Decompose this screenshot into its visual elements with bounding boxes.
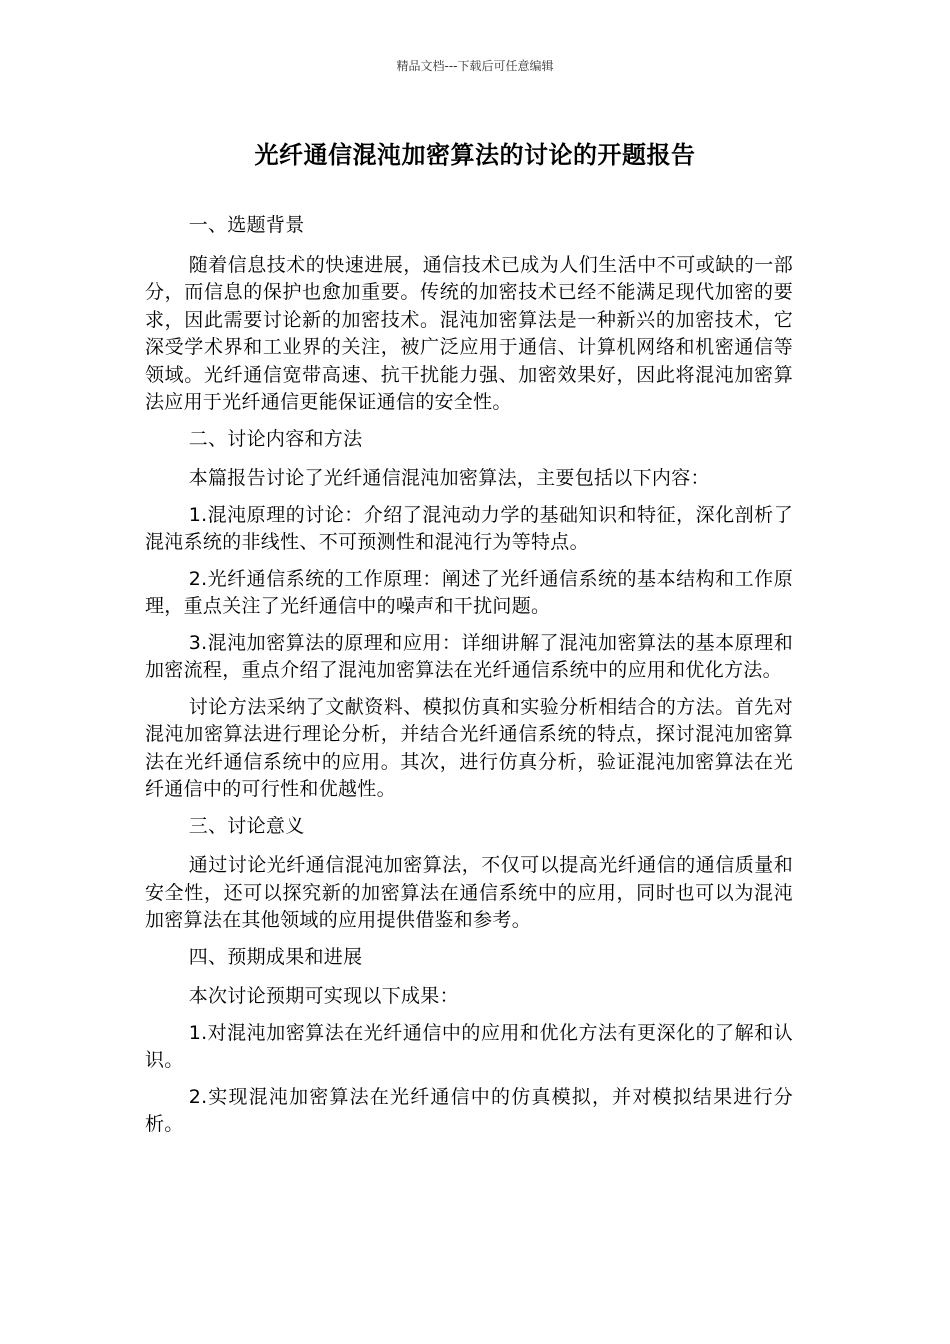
list-item-chaos-algorithm: 3.混沌加密算法的原理和应用：详细讲解了混沌加密算法的基本原理和加密流程，重点介绍了混沌加密算法在光纤通信系统中的应用和优化方法。 bbox=[145, 631, 793, 681]
paragraph-content-intro: 本篇报告讨论了光纤通信混沌加密算法，主要包括以下内容： bbox=[188, 467, 710, 489]
header-note: 精品文档---下载后可任意编辑 bbox=[396, 59, 554, 73]
document-title: 光纤通信混沌加密算法的讨论的开题报告 bbox=[254, 141, 696, 169]
list-item-result-simulation: 2.实现混沌加密算法在光纤通信中的仿真模拟，并对模拟结果进行分析。 bbox=[145, 1085, 793, 1135]
paragraph-results-intro: 本次讨论预期可实现以下成果： bbox=[188, 985, 459, 1007]
document-body bbox=[145, 212, 793, 1148]
paragraph-background: 随着信息技术的快速进展，通信技术已成为人们生活中不可或缺的一部分，而信息的保护也愈加重要。传统的加密技术已经不能满足现代加密的要求，因此需要讨论新的加密技术。混沌加密算法是一种新兴的加密技术，它深受学术界和工业界的关注，被广泛应用于通信、计算机网络和机密通信等领域。光纤通信宽带高速、抗干扰能力强、加密效果好，因此将混沌加密算法应用于光纤通信更能保证通信的安全性。 bbox=[145, 253, 793, 413]
paragraph-significance: 通过讨论光纤通信混沌加密算法，不仅可以提高光纤通信的通信质量和安全性，还可以探究新的加密算法在通信系统中的应用，同时也可以为混沌加密算法在其他领域的应用提供借鉴和参考。 bbox=[145, 854, 793, 931]
list-item-fiber-system: 2.光纤通信系统的工作原理：阐述了光纤通信系统的基本结构和工作原理，重点关注了光纤通信中的噪声和干扰问题。 bbox=[145, 567, 793, 617]
section-heading-background: 一、选题背景 bbox=[188, 214, 305, 236]
paragraph-method: 讨论方法采纳了文献资料、模拟仿真和实验分析相结合的方法。首先对混沌加密算法进行理论分析，并结合光纤通信系统的特点，探讨混沌加密算法在光纤通信系统中的应用。其次，进行仿真分析，验证混沌加密算法在光纤通信中的可行性和优越性。 bbox=[145, 695, 793, 800]
section-heading-significance: 三、讨论意义 bbox=[188, 814, 305, 837]
list-item-chaos-principle: 1.混沌原理的讨论：介绍了混沌动力学的基础知识和特征，深化剖析了混沌系统的非线性、不可预测性和混沌行为等特点。 bbox=[145, 503, 793, 553]
list-item-result-understanding: 1.对混沌加密算法在光纤通信中的应用和优化方法有更深化的了解和认识。 bbox=[145, 1021, 793, 1071]
section-heading-content-method: 二、讨论内容和方法 bbox=[188, 427, 363, 450]
section-heading-expected-results: 四、预期成果和进展 bbox=[188, 945, 363, 968]
